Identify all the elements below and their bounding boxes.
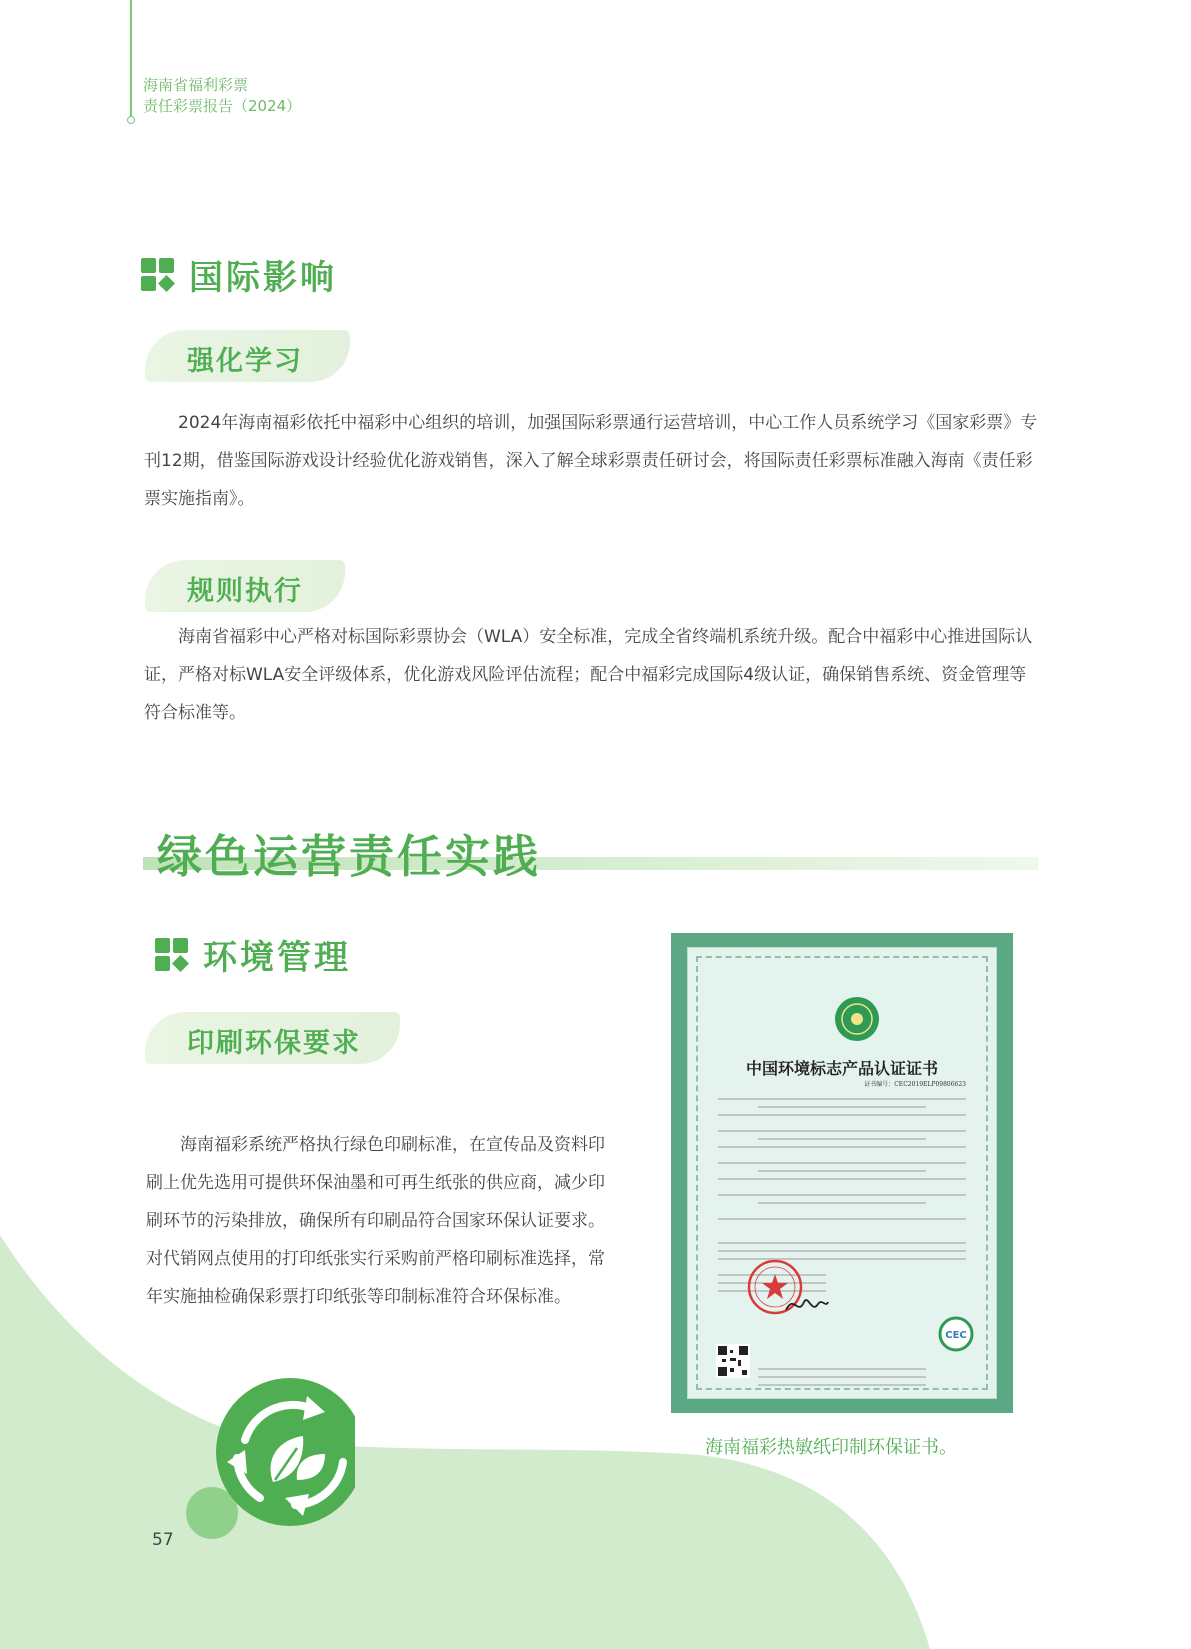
subheading-rules-text: 规则执行 bbox=[187, 576, 303, 607]
paragraph-learning: 2024年海南福彩依托中福彩中心组织的培训，加强国际彩票通行运营培训，中心工作人员系统学习《国家彩票》专刊12期，借鉴国际游戏设计经验优化游戏销售，深入了解全球彩票责任研讨会，将国际责任彩票标准融入海南《责任彩票实施指南》。 bbox=[144, 413, 1038, 509]
page-number: 57 bbox=[152, 1530, 174, 1550]
four-squares-diamond-icon bbox=[155, 938, 189, 972]
section-title-green: 绿色运营责任实践 bbox=[157, 830, 542, 883]
paragraph-printing: 海南福彩系统严格执行绿色印刷标准，在宣传品及资料印刷上优先选用可提供环保油墨和可再生纸张的供应商，减少印刷环节的污染排放，确保所有印刷品符合国家环保认证要求。对代销网点使用的打印纸张实行采购前严格印刷标准选择，常年实施抽检确保彩票打印纸张等印制标准符合环保标准。 bbox=[146, 1135, 605, 1307]
paragraph-rules: 海南省福彩中心严格对标国际彩票协会（WLA）安全标准，完成全省终端机系统升级。配合中福彩中心推进国际认证，严格对标WLA安全评级体系，优化游戏风险评估流程；配合中福彩完成国际4级认证，确保销售系统、资金管理等符合标准等。 bbox=[144, 627, 1033, 723]
header-line-2: 责任彩票报告（2024） bbox=[143, 97, 302, 115]
signature-mark bbox=[784, 1292, 830, 1318]
subheading-learning-text: 强化学习 bbox=[187, 346, 303, 377]
environment-label-emblem-icon bbox=[834, 996, 880, 1042]
qr-code-icon bbox=[716, 1344, 750, 1378]
header-line-1: 海南省福利彩票 bbox=[143, 76, 249, 94]
heading-environment bbox=[155, 930, 351, 979]
certificate-number: 证书编号：CEC2019ELP09806623 bbox=[864, 1081, 966, 1088]
certificate-title: 中国环境标志产品认证证书 bbox=[745, 1059, 938, 1078]
header-rule-dot bbox=[127, 116, 135, 124]
subheading-learning bbox=[145, 330, 350, 382]
report-header bbox=[143, 75, 301, 117]
heading-international bbox=[141, 250, 337, 299]
header-rule bbox=[130, 0, 132, 118]
subheading-printing-text: 印刷环保要求 bbox=[187, 1028, 361, 1059]
heading-environment-text: 环境管理 bbox=[203, 938, 351, 978]
subheading-printing bbox=[145, 1012, 400, 1064]
subheading-rules bbox=[145, 560, 345, 612]
certificate-image bbox=[671, 933, 1013, 1413]
four-squares-diamond-icon bbox=[141, 258, 175, 292]
heading-international-text: 国际影响 bbox=[189, 258, 337, 298]
certificate-caption: 海南福彩热敏纸印制环保证书。 bbox=[705, 1437, 957, 1458]
cec-logo-icon bbox=[938, 1316, 974, 1352]
recycle-leaves-icon bbox=[185, 1370, 355, 1540]
svg-text:CEC: CEC bbox=[945, 1330, 967, 1341]
